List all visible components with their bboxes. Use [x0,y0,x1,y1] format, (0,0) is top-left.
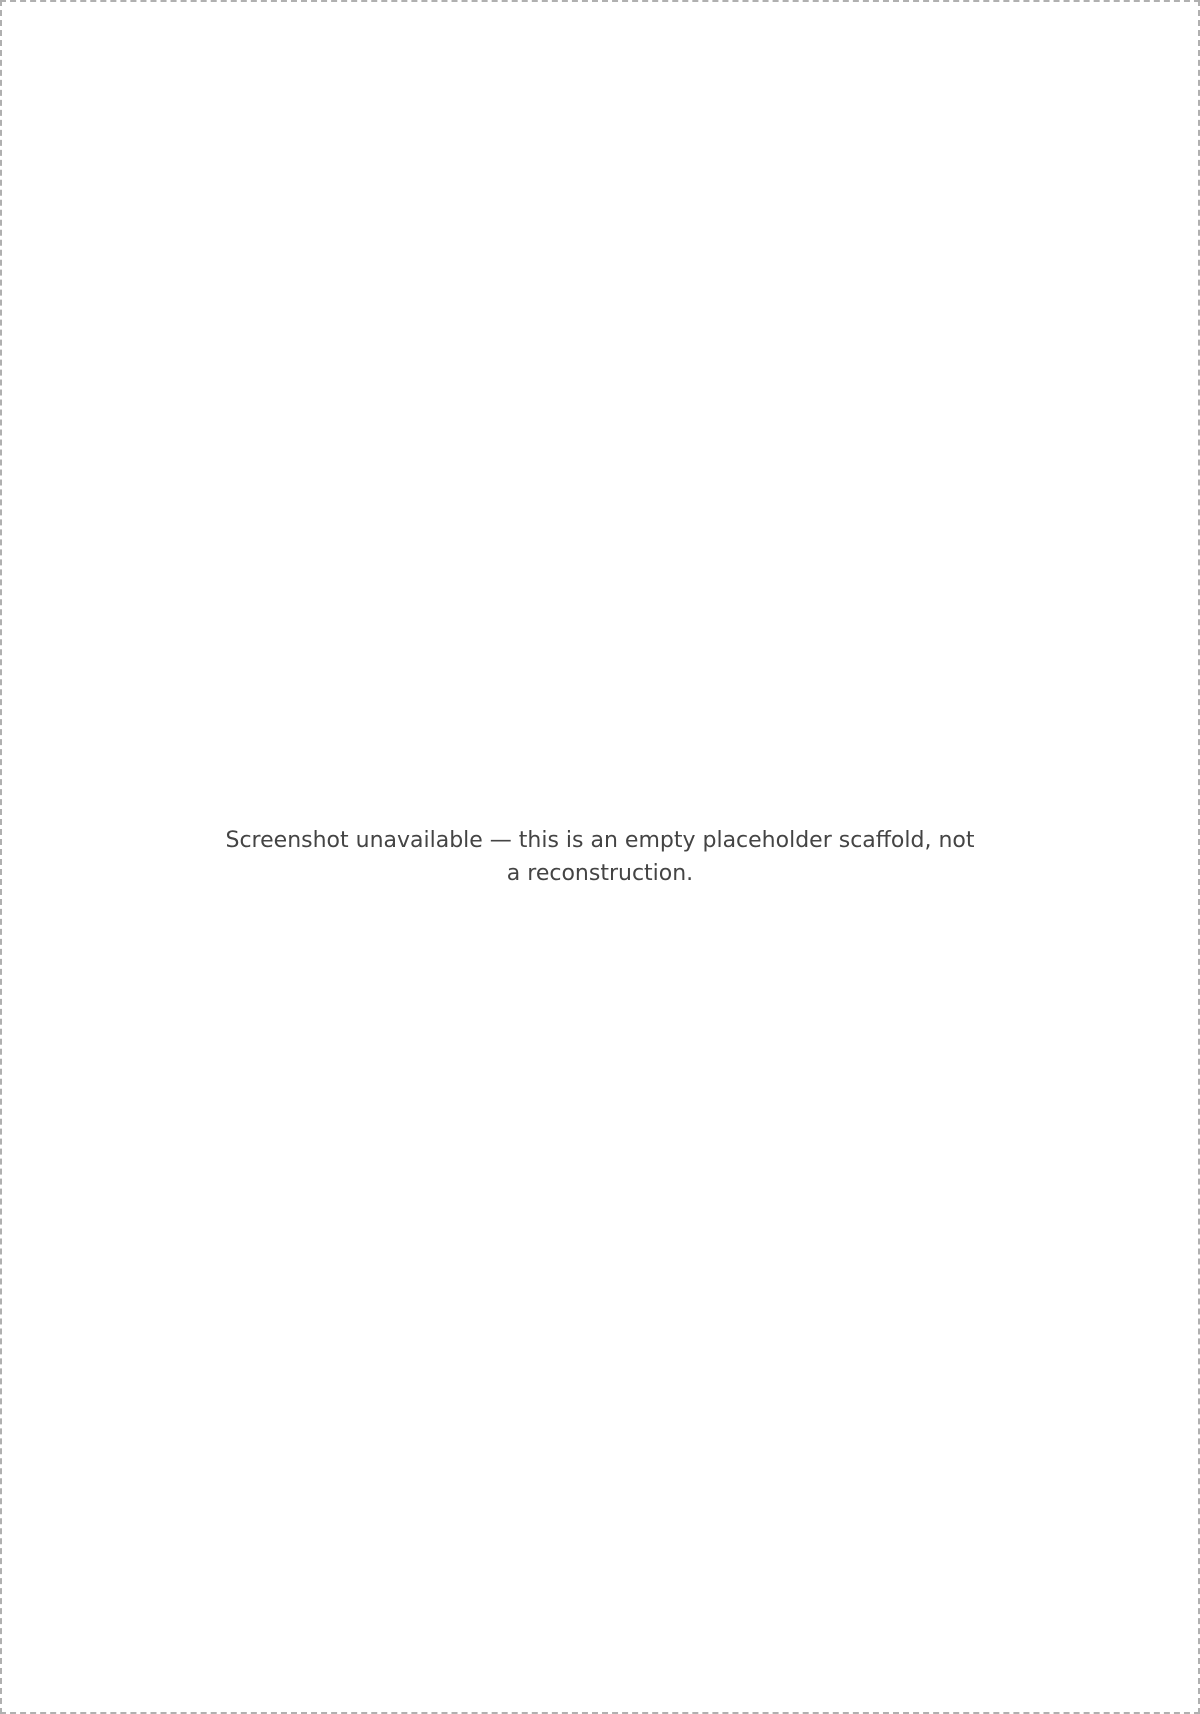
placeholder-notice: Screenshot unavailable — this is an empty placeholder scaffold, not a reconstruction. [225,828,975,886]
